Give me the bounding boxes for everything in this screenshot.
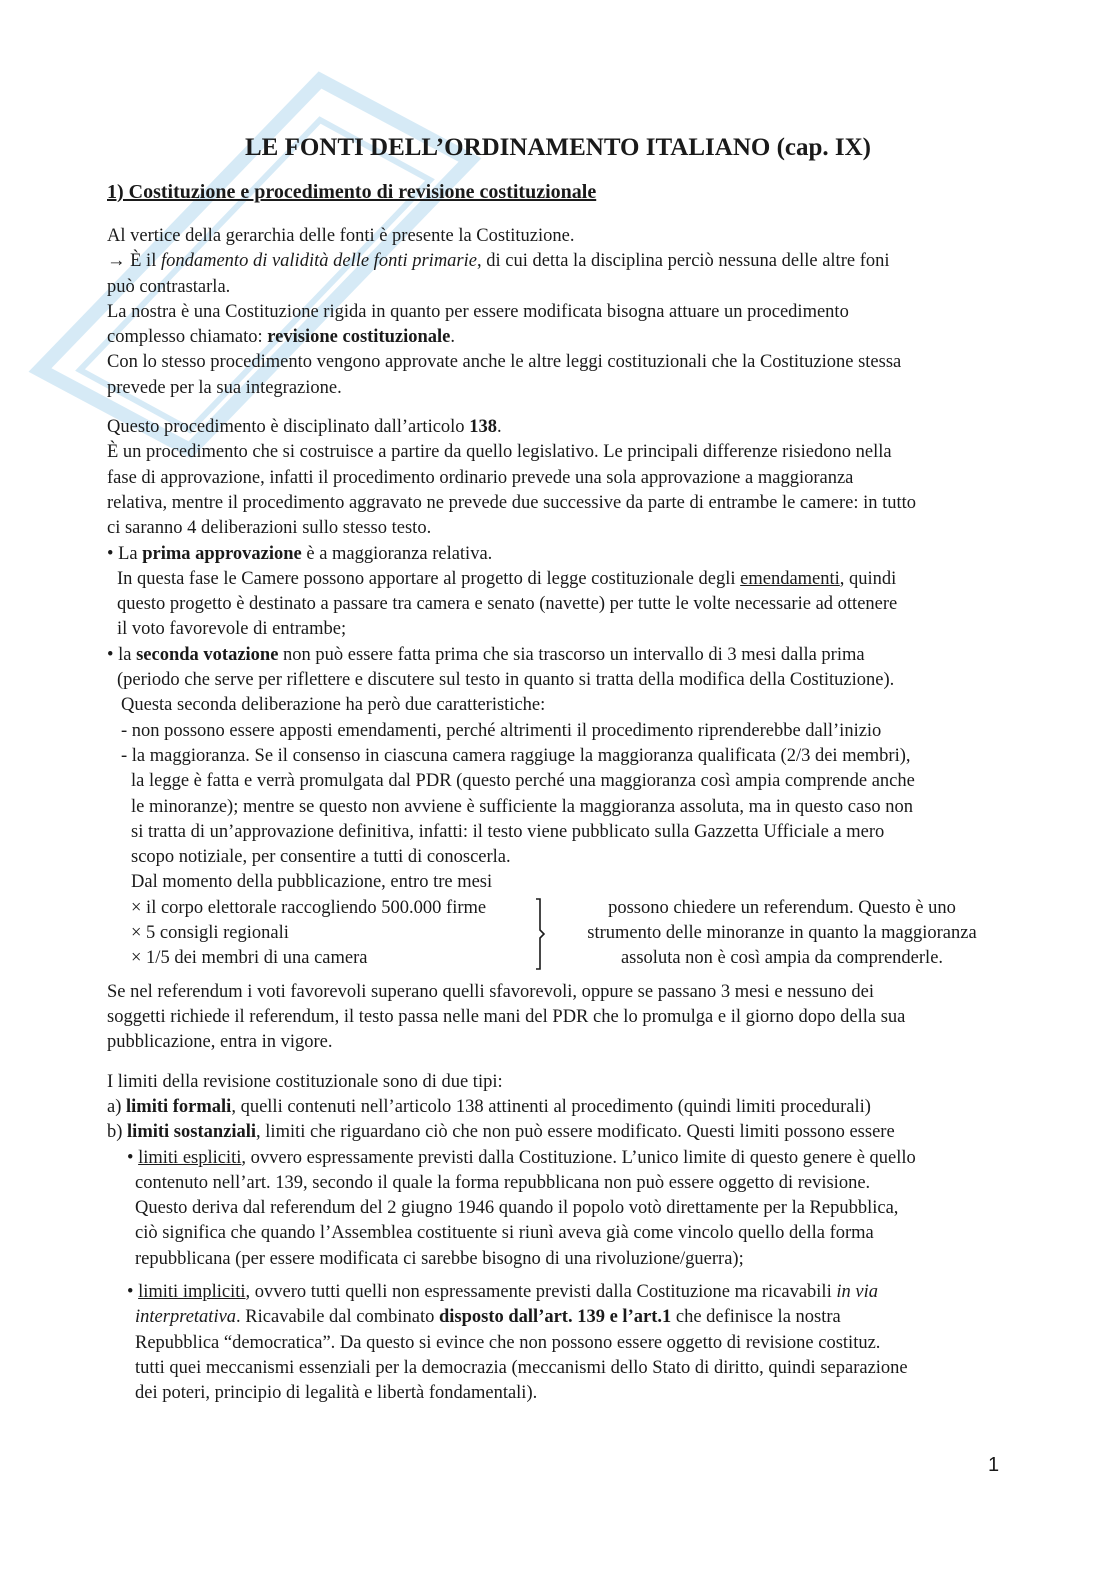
text-line: la legge è fatta e verrà promulgata dal PDR (questo perché una maggioranza così ampia comprende anche [131, 771, 915, 792]
text-line: → È il fondamento di validità delle fonti primarie, di cui detta la disciplina perciò nessuna delle altre foni [107, 251, 890, 272]
text-line: (periodo che serve per riflettere e discutere sul testo in quanto si tratta della modifica della Costituzione). [117, 670, 895, 691]
text-line: il voto favorevole di entrambe; [117, 619, 347, 640]
document-title: LE FONTI DELL’ORDINAMENTO ITALIANO (cap. IX) [244, 134, 871, 161]
text-line: La nostra è una Costituzione rigida in quanto per essere modificata bisogna attuare un procedimento [107, 301, 849, 322]
text-line: Questo procedimento è disciplinato dall’articolo 138. [107, 417, 502, 438]
text-line: complesso chiamato: revisione costituzionale. [107, 327, 456, 348]
list-item-a: a) limiti formali, quelli contenuti nell’articolo 138 attinenti al procedimento (quindi limiti procedurali) [107, 1096, 871, 1117]
text-line: fase di approvazione, infatti il procedimento ordinario prevede una sola approvazione a maggioranza [107, 467, 854, 488]
text-line: interpretativa. Ricavabile dal combinato disposto dall’art. 139 e l’art.1 che definisce la nostra [135, 1307, 841, 1328]
document-body [107, 224, 1012, 1406]
signer-item: × 5 consigli regionali [131, 923, 289, 944]
text-line: In questa fase le Camere possono apportare al progetto di legge costituzionale degli emendamenti, quindi [117, 568, 897, 589]
section-heading: 1) Costituzione e procedimento di revisione costituzionale [107, 181, 597, 203]
signer-item: × 1/5 dei membri di una camera [131, 948, 368, 969]
text-line: Al vertice della gerarchia delle fonti è presente la Costituzione. [107, 226, 575, 246]
text-line: tutti quei meccanismi essenziali per la democrazia (meccanismi dello Stato di diritto, quindi separazione [135, 1357, 908, 1378]
text-line: Dal momento della pubblicazione, entro tre mesi [131, 872, 493, 893]
text-line: Con lo stesso procedimento vengono approvate anche le altre leggi costituzionali che la Costituzione stessa [107, 352, 902, 373]
text-line: possono chiedere un referendum. Questo è uno [608, 897, 956, 918]
text-line: le minoranze); mentre se questo non avviene è sufficiente la maggioranza assoluta, ma in questo caso non [131, 796, 914, 817]
text-line: Questa seconda deliberazione ha però due caratteristiche: [121, 695, 546, 716]
list-item-b: b) limiti sostanziali, limiti che riguardano ciò che non può essere modificato. Questi limiti possono essere [107, 1122, 895, 1143]
signers-note [557, 896, 1007, 972]
page-number: 1 [988, 1454, 1000, 1476]
text-line: Se nel referendum i voti favorevoli superano quelli sfavorevoli, oppure se passano 3 mesi e nessuno dei [107, 981, 875, 1002]
text-line: È un procedimento che si costruisce a partire da quello legislativo. Le principali differenze risiedono nella [107, 442, 892, 463]
text-line: pubblicazione, entra in vigore. [107, 1032, 333, 1053]
signers-list [131, 896, 541, 972]
text-line: Repubblica “democratica”. Da questo si evince che non possono essere oggetto di revisione costituz. [135, 1332, 881, 1353]
text-line: scopo notiziale, per consentire a tutti di conoscerla. [131, 847, 511, 868]
text-line: Questo deriva dal referendum del 2 giugno 1946 quando il popolo votò direttamente per la Repubblica, [135, 1198, 899, 1219]
bullet-second-vote: • la seconda votazione non può essere fatta prima che sia trascorso un intervallo di 3 mesi dalla prima [107, 644, 865, 665]
text-line: soggetti richiede il referendum, il testo passa nelle mani del PDR che lo promulga e il giorno dopo della sua [107, 1007, 906, 1028]
bullet-first-approval: • La prima approvazione è a maggioranza relativa. [107, 543, 493, 564]
text-line: può contrastarla. [107, 276, 231, 297]
signer-item: × il corpo elettorale raccogliendo 500.000 firme [131, 897, 487, 918]
paragraph-intro [107, 224, 1012, 401]
bracket-icon [535, 898, 545, 970]
text-line: dei poteri, principio di legalità e libertà fondamentali). [135, 1383, 538, 1404]
text-line: questo progetto è destinato a passare tra camera e senato (navette) per tutte le volte necessarie ad ottenere [117, 594, 898, 615]
text-line: assoluta non è così ampia da comprenderle. [620, 948, 944, 969]
text-line: ciò significa che quando l’Assemblea costituente si riunì aveva già come vincolo quello della forma [135, 1223, 874, 1244]
text-line: ci saranno 4 deliberazioni sullo stesso testo. [107, 518, 432, 539]
text-line: si tratta di un’approvazione definitiva, infatti: il testo viene pubblicato sulla Gazzetta Ufficiale a mero [131, 821, 885, 842]
text-line: relativa, mentre il procedimento aggravato ne prevede due successive da parte di entrambe le camere: in tutto [107, 492, 917, 513]
text-line: repubblicana (per essere modificata ci sarebbe bisogno di una rivoluzione/guerra); [135, 1248, 744, 1269]
paragraph-procedure [107, 415, 1012, 972]
text-line: strumento delle minoranze in quanto la maggioranza [587, 923, 977, 944]
text-line: contenuto nell’art. 139, secondo il quale la forma repubblicana non può essere oggetto di revisione. [135, 1172, 871, 1193]
text-line: prevede per la sua integrazione. [107, 377, 342, 398]
referendum-signers [107, 896, 1012, 972]
paragraph-referendum [107, 980, 1012, 1056]
text-line: I limiti della revisione costituzionale sono di due tipi: [107, 1071, 503, 1092]
bullet-implicit-limits: • limiti impliciti, ovvero tutti quelli non espressamente previsti dalla Costituzione ma ricavabili in via [127, 1281, 878, 1302]
dash-item: - non possono essere apposti emendamenti, perché altrimenti il procedimento riprenderebbe dall’inizio [121, 720, 882, 741]
paragraph-limits [107, 1070, 1012, 1407]
bullet-explicit-limits: • limiti espliciti, ovvero espressamente previsti dalla Costituzione. L’unico limite di questo genere è quello [127, 1147, 916, 1168]
dash-item: - la maggioranza. Se il consenso in ciascuna camera raggiuge la maggioranza qualificata (2/3 dei membri), [121, 745, 911, 766]
